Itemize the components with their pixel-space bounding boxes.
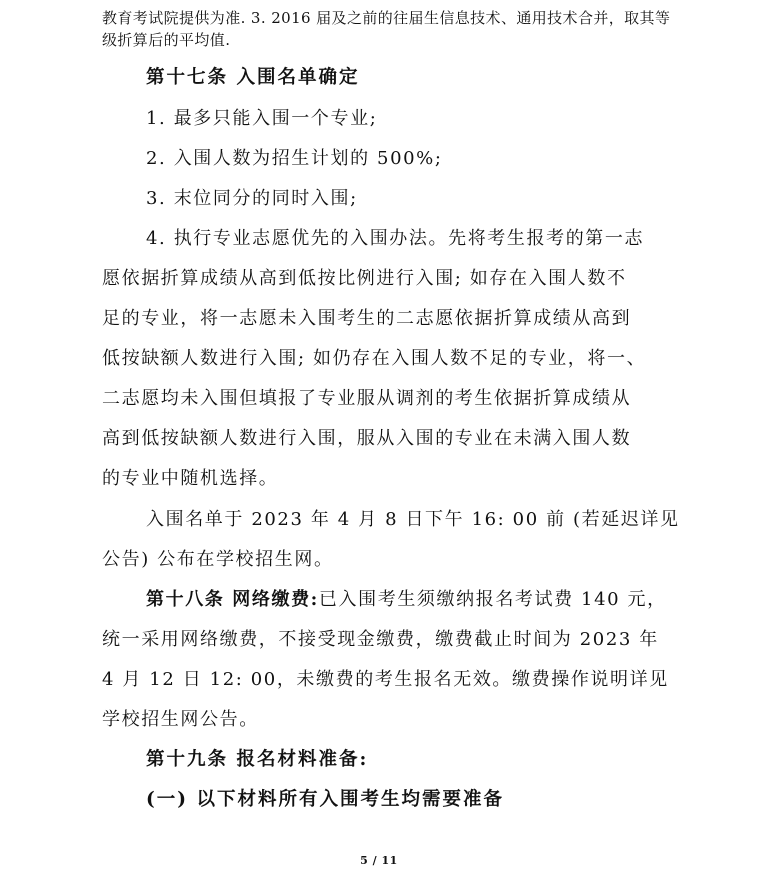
article-18-line-1	[146, 588, 667, 612]
announce-line-1: 入围名单于 2023 年 4 月 8 日下午 16: 00 前 (若延迟详见	[146, 509, 680, 530]
article-17-item-4-line-4: 低按缺额人数进行入围; 如仍存在入围人数不足的专业，将一、	[102, 348, 647, 369]
article-17-item-4-line-2: 愿依据折算成绩从高到低按比例进行入围; 如存在入围人数不	[102, 268, 627, 289]
article-18-line-2: 统一采用网络缴费，不接受现金缴费，缴费截止时间为 2023 年	[102, 629, 659, 650]
article-17-heading: 第十七条 入围名单确定	[146, 67, 360, 88]
article-18-heading: 第十八条 网络缴费:	[146, 589, 319, 610]
article-18-line-4: 学校招生网公告。	[102, 709, 259, 730]
article-18-line-3: 4 月 12 日 12: 00，未缴费的考生报名无效。缴费操作说明详见	[102, 669, 669, 690]
subsection-1-heading: (一) 以下材料所有入围考生均需要准备	[146, 789, 504, 810]
article-17-item-4-line-7: 的专业中随机选择。	[102, 468, 279, 489]
article-17-item-2: 2. 入围人数为招生计划的 500%;	[146, 148, 443, 169]
article-17-item-4-line-1: 4. 执行专业志愿优先的入围办法。先将考生报考的第一志	[146, 228, 645, 249]
top-note-line-1: 教育考试院提供为准. 3. 2016 届及之前的往届生信息技术、通用技术合并，取其等	[102, 9, 671, 27]
article-17-item-4-line-3: 足的专业，将一志愿未入围考生的二志愿依据折算成绩从高到	[102, 308, 632, 329]
top-note-line-2: 级折算后的平均值.	[102, 31, 231, 49]
article-17-item-4-line-6: 高到低按缺额人数进行入围，服从入围的专业在未满入围人数	[102, 428, 632, 449]
article-19-heading: 第十九条 报名材料准备:	[146, 749, 369, 770]
announce-line-2: 公告) 公布在学校招生网。	[102, 549, 334, 570]
article-18-line-1-rest: 已入围考生须缴纳报名考试费 140 元，	[318, 589, 667, 610]
page-number: 5 / 11	[360, 854, 398, 867]
article-17-item-3: 3. 末位同分的同时入围;	[146, 188, 358, 209]
article-17-item-1: 1. 最多只能入围一个专业;	[146, 108, 378, 129]
article-17-item-4-line-5: 二志愿均未入围但填报了专业服从调剂的考生依据折算成绩从	[102, 388, 632, 409]
